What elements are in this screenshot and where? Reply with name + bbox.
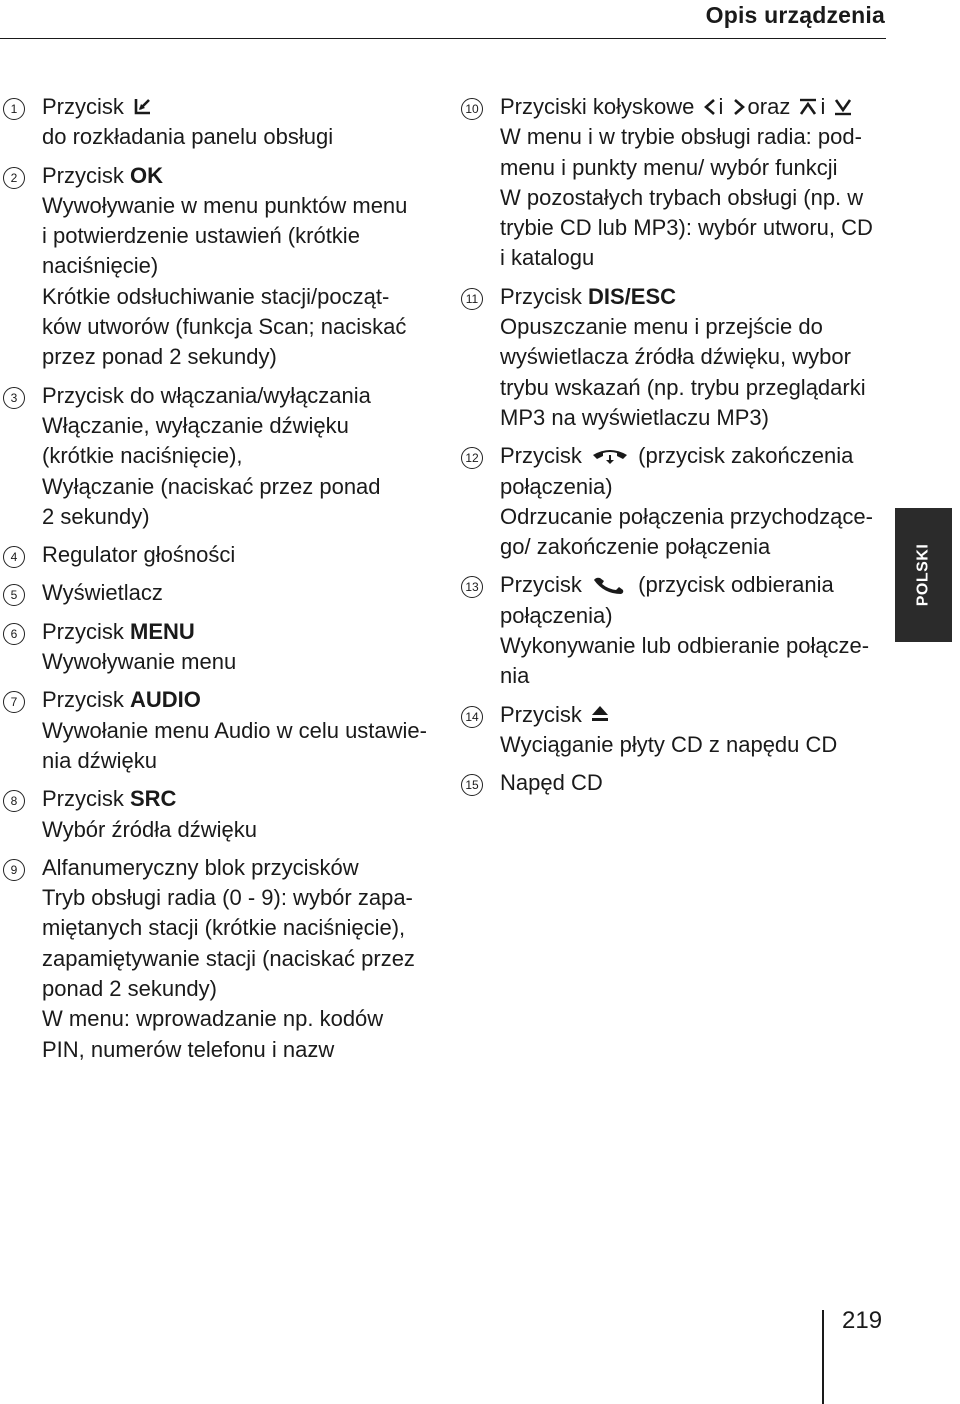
- left-column: [0, 92, 440, 1073]
- item-number: 4: [3, 546, 25, 568]
- language-tab: [895, 508, 952, 642]
- key-label-audio: AUDIO: [130, 687, 201, 713]
- list-item-3: 3 Przycisk do włączania/wyłączania Włączanie, wyłączanie dźwięku (krótkie naciśnięcie), Wyłączanie (naciskać przez ponad 2 sekundy): [0, 381, 440, 532]
- language-tab-label: POLSKI: [914, 543, 932, 607]
- item-number: 5: [3, 584, 25, 606]
- list-item-1: 1 Przycisk do rozkładania panelu obsługi: [0, 92, 440, 153]
- list-item-6: 6 Przycisk MENU Wywoływanie menu: [0, 617, 440, 678]
- key-label-dis-esc: DIS/ESC: [588, 283, 677, 309]
- chevron-up-icon: [798, 97, 818, 117]
- chevron-down-icon: [833, 97, 853, 117]
- list-item-9: 9 Alfanumeryczny blok przycisków Tryb obsługi radia (0 - 9): wybór zapa- miętanych stacji (krótkie naciśnięcie), zapamiętywanie stacji (naciskać przez ponad 2 sekundy) W menu: wprowadzanie np. kodów PIN, numerów telefonu i nazw: [0, 853, 440, 1065]
- panel-release-icon: [132, 95, 154, 117]
- list-item-4: 4 Regulator głośności: [0, 540, 440, 570]
- accept-call-icon: [590, 575, 630, 595]
- chevron-right-icon: [732, 97, 746, 117]
- list-item-2: 2 Przycisk OK Wywoływanie w menu punktów menu i potwierdzenie ustawień (krótkie naciśnięcie) Krótkie odsłuchiwanie stacji/począt- ków utworów (funkcja Scan; naciskać przez ponad 2 sekundy): [0, 161, 440, 373]
- item-number: 9: [3, 859, 25, 881]
- item-number: 1: [3, 98, 25, 120]
- eject-icon: [590, 703, 610, 725]
- key-label-ok: OK: [130, 162, 163, 188]
- item-number: 15: [461, 774, 483, 796]
- item-number: 8: [3, 790, 25, 812]
- item-number: 10: [461, 98, 483, 120]
- list-item-11: 11 Przycisk DIS/ESC Opuszczanie menu i przejście do wyświetlacza źródła dźwięku, wybor trybu wskazań (np. trybu przeglądarki MP3 na wyświetlaczu MP3): [458, 282, 878, 433]
- list-item-5: 5 Wyświetlacz: [0, 578, 440, 608]
- page-number: 219: [842, 1307, 883, 1334]
- item-number: 13: [461, 576, 483, 598]
- list-item-14: 14 Przycisk Wyciąganie płyty CD z napędu CD: [458, 700, 878, 761]
- page-number-divider: [822, 1310, 824, 1404]
- end-call-icon: [590, 446, 630, 466]
- item-number: 12: [461, 447, 483, 469]
- list-item-10: 10 Przyciski kołyskowe i oraz i W menu i w trybie obsługi radia: pod- menu i punkty menu/ wybór funkcji W pozostałych trybach obsługi (np. w trybie CD lub MP3): wybór utworu, CD i katalogu: [458, 92, 878, 274]
- right-column: [458, 92, 878, 807]
- item-number: 11: [461, 288, 483, 310]
- key-label-menu: MENU: [130, 618, 195, 644]
- item-number: 14: [461, 706, 483, 728]
- item-number: 3: [3, 387, 25, 409]
- key-label-src: SRC: [130, 786, 177, 812]
- item-number: 6: [3, 623, 25, 645]
- header-divider: [0, 38, 886, 39]
- item-number: 7: [3, 691, 25, 713]
- list-item-13: 13 Przycisk (przycisk odbierania połączenia) Wykonywanie lub odbieranie połącze- nia: [458, 570, 878, 691]
- chevron-left-icon: [703, 97, 717, 117]
- list-item-7: 7 Przycisk AUDIO Wywołanie menu Audio w celu ustawie- nia dźwięku: [0, 685, 440, 776]
- list-item-15: 15 Napęd CD: [458, 768, 878, 798]
- page-header-title: Opis urządzenia: [705, 2, 885, 28]
- list-item-8: 8 Przycisk SRC Wybór źródła dźwięku: [0, 784, 440, 845]
- item-number: 2: [3, 167, 25, 189]
- list-item-12: 12 Przycisk (przycisk zakończenia połączenia) Odrzucanie połączenia przychodzące- go/ zakończenie połączenia: [458, 441, 878, 562]
